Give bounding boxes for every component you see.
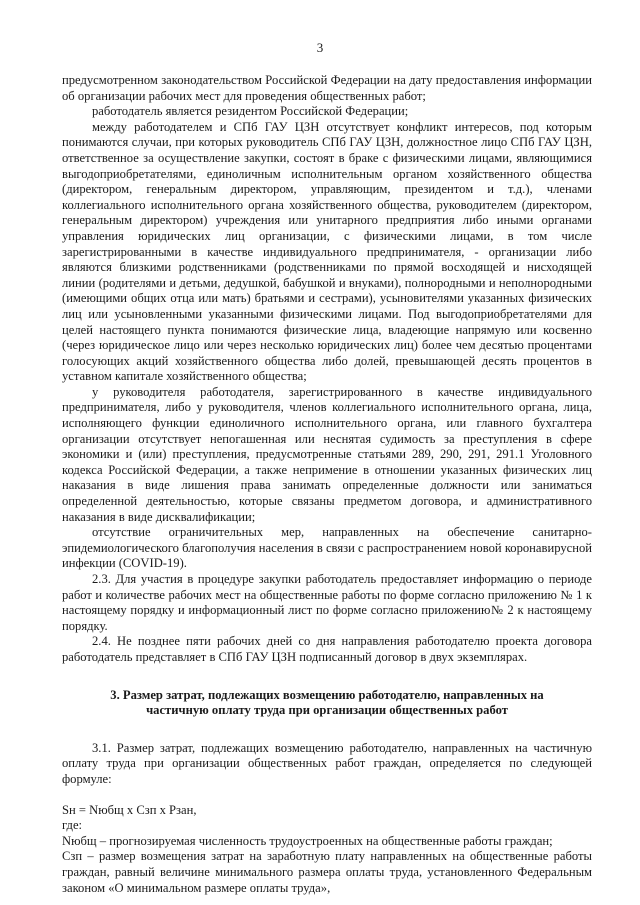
section-heading: 3. Размер затрат, подлежащих возмещению работодателю, направленных на частичную оплату труда при организации общественных работ — [110, 687, 544, 718]
formula: Sн = Nюбщ x Cзп x Рзан, — [62, 802, 197, 817]
paragraph-2-4: 2.4. Не позднее пяти рабочих дней со дня направления работодателю проекта договора работодатель представляет в СПб ГАУ ЦЗН подписанный договор в двух экземплярах. — [62, 634, 592, 664]
where-label: где: — [62, 818, 83, 833]
paragraph-no-conviction: у руководителя работодателя, зарегистрированного в качестве индивидуального предпринимателя, либо у руководителя, членов коллегиального исполнительного органа, лица, исполняющего функции единоличного исполнительного органа, или главного бухгалтера организации отсутствует непогашенная или неснятая судимость за преступления в сфере экономики и (или) преступления, предусмотренные статьями 289, 290, 291, 291.1 Уголовного кодекса Российской Федерации, а также непримение в отношении указанных физических лиц наказания в виде лишения права занимать определенные должности или заниматься определенной деятельностью, которые связаны предметом договора, и административного наказания в виде дисквалификации; — [62, 384, 592, 524]
paragraph-2-3: 2.3. Для участия в процедуре закупки работодатель предоставляет информацию о периоде работ и количестве рабочих мест на общественные работы по форме согласно приложению № 1 к настоящему порядку и информационный лист по форме согласно приложению№ 2 к настоящему порядку. — [62, 572, 592, 633]
paragraph-covid-restrictions: отсутствие ограничительных мер, направленных на обеспечение санитарно-эпидемиологического благополучия населения в связи с распространением новой коронавирусной инфекции (COVID-19). — [62, 525, 592, 571]
paragraph-conflict-of-interest: между работодателем и СПб ГАУ ЦЗН отсутствует конфликт интересов, под которым понимаются случаи, при которых руководитель СПб ГАУ ЦЗН, должностное лицо СПб ГАУ ЦЗН, ответственное за осуществление закупки, состоят в браке с физическими лицами, являющимися выгодоприобретателями, единоличным исполнительным органом хозяйственного общества (директором, генеральным директором, управляющим, президентом и т.д.), членами коллегиального исполнительного органа хозяйственного общества, руководителем (директором, генеральным директором) учреждения или унитарного предприятия либо иными органами управления юридических лиц организации, с физическими лицами, в том числе зарегистрированными в качестве индивидуального предпринимателя, - организации либо являются близкими родственниками (родственниками по прямой восходящей и нисходящей линии (родителями и детьми, дедушкой, бабушкой и внуками), полнородными и неполнородными (имеющими общих отца или мать) братьями и сестрами), усыновителями указанных физических лиц или усыновленными указанными физическими лицами. Под выгодоприобретателями для целей настоящего пункта понимаются физические лица, владеющие напрямую или косвенно (через юридическое лицо или через несколько юридических лиц) более чем десятью процентами голосующих акций хозяйственного общества либо долей, превышающей десять процентов в уставном капитале хозяйственного общества; — [62, 119, 592, 384]
document-body — [62, 73, 592, 896]
definition-czp: Cзп – размер возмещения затрат на заработную плату направленных на общественные работы граждан, равный величине минимального размера оплаты труда, установленного Федеральным законом «О минимальном размере оплаты труда», — [62, 849, 592, 895]
paragraph-continuation: предусмотренном законодательством Российской Федерации на дату предоставления информации об организации рабочих мест для проведения общественных работ; — [62, 73, 592, 103]
definition-nobsch: Nюбщ – прогнозируемая численность трудоустроенных на общественные работы граждан; — [62, 833, 553, 848]
paragraph-3-1: 3.1. Размер затрат, подлежащих возмещению работодателю, направленных на частичную оплату труда при организации общественных работ граждан, определяется по следующей формуле: — [62, 740, 592, 786]
page-number: 3 — [316, 40, 324, 55]
paragraph-resident: работодатель является резидентом Российской Федерации; — [92, 104, 409, 119]
